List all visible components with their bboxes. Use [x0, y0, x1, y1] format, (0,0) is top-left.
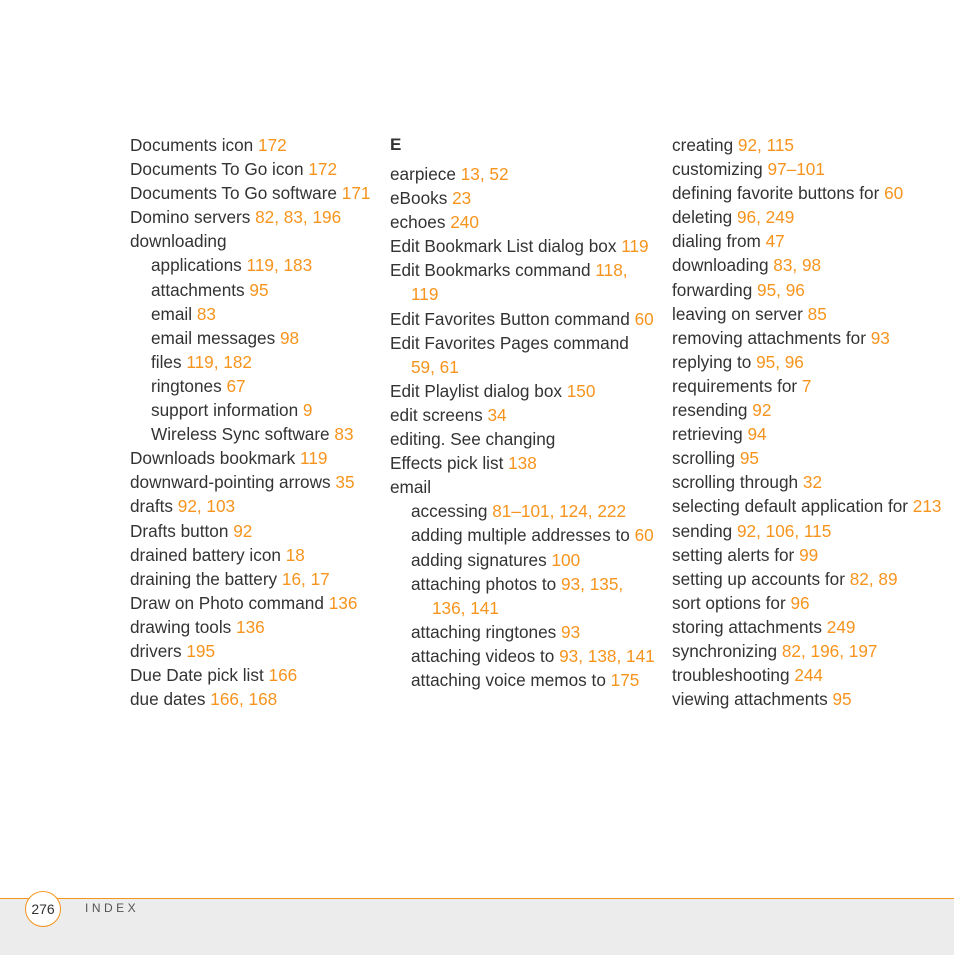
- entry-term: setting alerts for: [672, 544, 800, 565]
- page-reference-link[interactable]: 98: [279, 327, 300, 348]
- entry-term: downloading: [130, 231, 227, 252]
- index-subentry: [130, 253, 380, 277]
- entry-term: Edit Bookmark List dialog box: [390, 236, 622, 257]
- entry-term: Draw on Photo command: [130, 592, 329, 613]
- index-entry: [672, 543, 942, 567]
- page-reference-link[interactable]: 166, 168: [210, 689, 278, 710]
- page-reference-link[interactable]: 96, 249: [736, 207, 795, 228]
- index-subentry: [390, 548, 655, 572]
- page-reference-link[interactable]: 60: [884, 183, 904, 204]
- index-entry: [390, 427, 655, 451]
- index-entry: [390, 379, 655, 403]
- entry-term: Documents icon: [130, 135, 259, 155]
- entry-term: creating: [672, 135, 738, 155]
- index-subentry: [130, 326, 380, 350]
- entry-term: retrieving: [672, 424, 748, 445]
- page-reference-link[interactable]: 136: [328, 592, 358, 613]
- entry-term: requirements for: [672, 375, 802, 396]
- page-reference-link[interactable]: 92: [233, 520, 253, 541]
- page-number: 276: [25, 891, 61, 927]
- page-reference-link[interactable]: 18: [285, 544, 305, 565]
- index-subentry: [130, 374, 380, 398]
- entry-term: support information: [151, 400, 303, 421]
- index-entry: [672, 615, 942, 639]
- index-entry: [390, 451, 655, 475]
- index-subentry: [130, 302, 380, 326]
- index-subentry: [130, 350, 380, 374]
- entry-term: attaching photos to: [411, 573, 562, 594]
- index-entry: [672, 133, 942, 157]
- index-entry: [672, 350, 942, 374]
- index-entry: [390, 210, 655, 234]
- index-entry: [130, 133, 380, 157]
- page-reference-link[interactable]: 240: [450, 212, 479, 233]
- entry-term: viewing attachments: [672, 689, 833, 710]
- entry-term: editing. See changing: [390, 429, 556, 450]
- entry-term: defining favorite buttons for: [672, 183, 885, 204]
- page-reference-link[interactable]: 81–101, 124, 222: [492, 501, 627, 522]
- page-reference-link[interactable]: 92: [752, 400, 772, 421]
- index-entry: [130, 494, 380, 518]
- index-entry: [672, 181, 942, 205]
- entry-term: resending: [672, 400, 753, 421]
- index-entry: [390, 234, 655, 258]
- entry-term: Wireless Sync software: [151, 424, 335, 445]
- entry-term: Effects pick list: [390, 453, 509, 474]
- entry-term: adding signatures: [411, 549, 552, 570]
- index-entry: [672, 639, 942, 663]
- index-entry: [130, 687, 380, 711]
- entry-term: Drafts button: [130, 520, 234, 541]
- page-reference-link[interactable]: 93, 138, 141: [559, 645, 655, 666]
- index-entry: [130, 470, 380, 494]
- page-reference-link[interactable]: 83, 98: [773, 255, 822, 276]
- index-column-3: [672, 133, 942, 711]
- page-reference-link[interactable]: 60: [634, 525, 654, 546]
- index-entry: [672, 326, 942, 350]
- page-reference-link[interactable]: 34: [487, 404, 507, 425]
- page-reference-link[interactable]: 96: [790, 592, 810, 613]
- index-entry: [130, 519, 380, 543]
- index-entry: [130, 591, 380, 615]
- page-reference-link[interactable]: 59, 61: [411, 356, 459, 377]
- index-entry: [390, 331, 655, 379]
- page-reference-link[interactable]: 82, 196, 197: [781, 640, 878, 661]
- entry-term: Documents To Go software: [130, 183, 342, 204]
- index-entry: [130, 543, 380, 567]
- page-reference-link[interactable]: 99: [799, 544, 819, 565]
- index-subentry: [390, 668, 655, 692]
- index-entry: [130, 446, 380, 470]
- entry-term: adding multiple addresses to: [411, 525, 635, 546]
- page-reference-link[interactable]: 23: [452, 188, 472, 209]
- entry-term: earpiece: [390, 164, 461, 184]
- index-entry: [390, 403, 655, 427]
- page-reference-link[interactable]: 67: [226, 375, 246, 396]
- page-reference-link[interactable]: 60: [634, 308, 654, 329]
- entry-term: drivers: [130, 640, 187, 661]
- entry-term: ringtones: [151, 375, 227, 396]
- page-reference-link[interactable]: 95, 96: [757, 279, 805, 300]
- entry-term: email: [151, 303, 197, 324]
- page-reference-link[interactable]: 175: [610, 669, 640, 690]
- page-reference-link[interactable]: 85: [807, 303, 827, 324]
- index-subentry: [390, 499, 655, 523]
- index-subentry: [130, 422, 380, 446]
- page-reference-link[interactable]: 119, 182: [186, 351, 252, 372]
- entry-term: attaching videos to: [411, 645, 560, 666]
- page-reference-link[interactable]: 244: [794, 665, 823, 686]
- page-reference-link[interactable]: 95: [739, 448, 759, 469]
- page-reference-link[interactable]: 172: [308, 159, 338, 180]
- page-reference-link[interactable]: 93: [561, 621, 581, 642]
- entry-term: Edit Playlist dialog box: [390, 380, 567, 401]
- page-reference-link[interactable]: 118, 119: [411, 260, 628, 305]
- index-subentry: [130, 398, 380, 422]
- page-reference-link[interactable]: 166: [268, 665, 298, 686]
- entry-term: scrolling through: [672, 472, 803, 493]
- index-entry: [672, 229, 942, 253]
- page-reference-link[interactable]: 97–101: [767, 159, 825, 180]
- page-reference-link[interactable]: 172: [258, 135, 287, 155]
- entry-term: Documents To Go icon: [130, 159, 309, 180]
- index-entry: [672, 567, 942, 591]
- entry-term: attaching ringtones: [411, 621, 562, 642]
- page-reference-link[interactable]: 82, 89: [849, 568, 898, 589]
- entry-term: troubleshooting: [672, 665, 795, 686]
- page-reference-link[interactable]: 92, 106, 115: [736, 520, 832, 541]
- index-entry: [130, 181, 380, 205]
- index-entry: [672, 519, 942, 543]
- index-entry: [672, 687, 942, 711]
- entry-term: attaching voice memos to: [411, 669, 611, 690]
- entry-term: eBooks: [390, 188, 453, 209]
- page-reference-link[interactable]: 47: [765, 231, 785, 252]
- page-reference-link[interactable]: 7: [801, 375, 812, 396]
- entry-term: echoes: [390, 212, 451, 233]
- entry-term: Edit Favorites Pages command: [390, 332, 629, 353]
- entry-term: Downloads bookmark: [130, 448, 301, 469]
- entry-term: sending: [672, 520, 737, 541]
- section-title: INDEX: [85, 901, 140, 915]
- entry-term: storing attachments: [672, 616, 827, 637]
- page-reference-link[interactable]: 92, 115: [737, 135, 794, 155]
- page-reference-link[interactable]: 95: [832, 689, 852, 710]
- entry-term: downloading: [672, 255, 774, 276]
- index-entry: [130, 663, 380, 687]
- index-entry: [672, 205, 942, 229]
- page-reference-link[interactable]: 16, 17: [281, 568, 330, 589]
- index-entry: [390, 475, 655, 499]
- page-reference-link[interactable]: 35: [335, 472, 355, 493]
- entry-term: Edit Bookmarks command: [390, 260, 596, 281]
- index-entry: [672, 663, 942, 687]
- page-reference-link[interactable]: 119: [621, 236, 649, 257]
- index-entry: [672, 157, 942, 181]
- page-reference-link[interactable]: 119, 183: [246, 255, 313, 276]
- page-reference-link[interactable]: 213: [912, 496, 942, 517]
- index-entry: [130, 639, 380, 663]
- entry-term: dialing from: [672, 231, 766, 252]
- page-reference-link[interactable]: 83: [334, 424, 354, 445]
- page-reference-link[interactable]: 119: [300, 448, 328, 469]
- page-reference-link[interactable]: 95, 96: [756, 351, 804, 372]
- entry-term: setting up accounts for: [672, 568, 850, 589]
- index-entry: [390, 307, 655, 331]
- page-reference-link[interactable]: 138: [508, 453, 537, 474]
- index-entry: [390, 186, 655, 210]
- entry-term: Due Date pick list: [130, 665, 269, 686]
- entry-term: scrolling: [672, 448, 740, 469]
- page-reference-link[interactable]: 94: [747, 424, 767, 445]
- index-entry: [672, 446, 942, 470]
- index-subentry: [130, 278, 380, 302]
- page-reference-link[interactable]: 95: [249, 279, 269, 300]
- page-reference-link[interactable]: 136: [236, 616, 265, 637]
- page-reference-link[interactable]: 9: [302, 400, 313, 421]
- entry-term: draining the battery: [130, 568, 282, 589]
- index-subentry: [390, 644, 655, 668]
- footer-band: [0, 898, 954, 955]
- entry-term: drawing tools: [130, 616, 237, 637]
- page-reference-link[interactable]: 150: [566, 380, 596, 401]
- index-subentry: [390, 572, 655, 620]
- index-column-1: [130, 133, 380, 711]
- index-entry: [672, 422, 942, 446]
- page-reference-link[interactable]: 171: [341, 183, 371, 204]
- entry-term: files: [151, 351, 187, 372]
- entry-term: synchronizing: [672, 640, 782, 661]
- entry-term: removing attachments for: [672, 327, 871, 348]
- index-entry: [672, 278, 942, 302]
- entry-term: forwarding: [672, 279, 758, 300]
- page-reference-link[interactable]: 100: [551, 549, 581, 570]
- section-letter: E: [390, 135, 402, 154]
- page-reference-link[interactable]: 93, 135, 136, 141: [432, 573, 624, 618]
- entry-term: applications: [151, 255, 247, 276]
- entry-term: sort options for: [672, 592, 791, 613]
- entry-term: deleting: [672, 207, 737, 228]
- index-entry: [672, 591, 942, 615]
- entry-term: Domino servers: [130, 207, 256, 228]
- page-reference-link[interactable]: 13, 52: [460, 164, 509, 184]
- page-reference-link[interactable]: 195: [186, 640, 216, 661]
- index-entry: [130, 205, 380, 229]
- entry-term: due dates: [130, 689, 211, 710]
- index-entry: [390, 258, 655, 306]
- entry-term: accessing: [411, 501, 493, 522]
- entry-term: email: [390, 477, 432, 498]
- page-reference-link[interactable]: 249: [826, 616, 856, 637]
- index-column-2: [390, 133, 655, 692]
- page-reference-link[interactable]: 93: [870, 327, 890, 348]
- index-subentry: [390, 620, 655, 644]
- entry-term: drafts: [130, 496, 178, 517]
- index-entry: [672, 253, 942, 277]
- index-entry: [130, 567, 380, 591]
- index-entry: [390, 162, 655, 186]
- index-entry: [672, 398, 942, 422]
- page-reference-link[interactable]: 92, 103: [177, 496, 236, 517]
- index-entry: [130, 157, 380, 181]
- entry-term: downward-pointing arrows: [130, 472, 336, 493]
- entry-term: selecting default application for: [672, 496, 913, 517]
- entry-term: drained battery icon: [130, 544, 286, 565]
- entry-term: leaving on server: [672, 303, 808, 324]
- index-entry: [672, 470, 942, 494]
- page-reference-link[interactable]: 83: [196, 303, 216, 324]
- index-subentry: [390, 523, 655, 547]
- entry-term: customizing: [672, 159, 768, 180]
- entry-term: Edit Favorites Button command: [390, 308, 635, 329]
- index-entry: [672, 494, 942, 518]
- entry-term: attachments: [151, 279, 250, 300]
- index-entry: [672, 374, 942, 398]
- page-reference-link[interactable]: 32: [802, 472, 823, 493]
- index-entry: [130, 615, 380, 639]
- page-reference-link[interactable]: 82, 83, 196: [255, 207, 342, 228]
- entry-term: email messages: [151, 327, 280, 348]
- index-entry: [672, 302, 942, 326]
- index-entry: [130, 229, 380, 253]
- entry-term: edit screens: [390, 404, 488, 425]
- entry-term: replying to: [672, 351, 757, 372]
